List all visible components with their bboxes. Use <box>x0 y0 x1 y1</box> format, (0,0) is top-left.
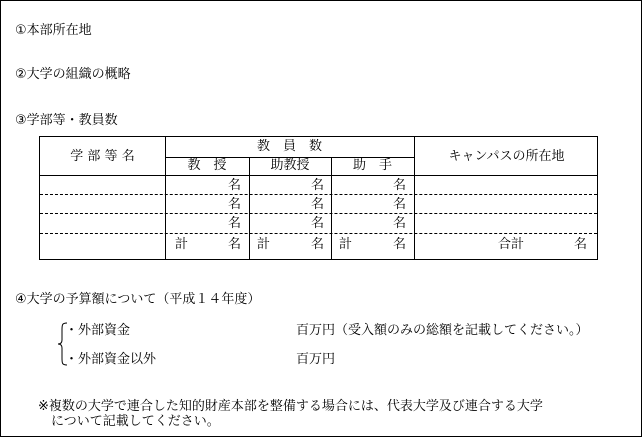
section-university-organization: ②大学の組織の概略 <box>15 67 131 82</box>
header-assoc-professor: 助教授 <box>270 158 310 173</box>
footnote-line-2: について記載してください。 <box>51 414 220 429</box>
total-unit: 名 <box>393 237 407 252</box>
table-row: 名 <box>393 216 407 231</box>
section-faculty-staff-count: ③学部等・教員数 <box>15 113 118 128</box>
header-campus-location: キャンパスの所在地 <box>448 149 565 164</box>
total-label: 計 <box>257 237 271 252</box>
section-headquarters-location: ①本部所在地 <box>15 23 92 38</box>
table-row: 名 <box>228 197 242 212</box>
table-row-divider <box>40 213 597 214</box>
total-unit: 名 <box>311 237 325 252</box>
header-faculty: 学 部 等 名 <box>70 149 135 164</box>
campus-total-unit: 名 <box>574 237 588 252</box>
section-budget: ④大学の予算額について（平成１４年度） <box>15 292 261 307</box>
table-row: 名 <box>311 178 325 193</box>
table-divider <box>331 158 332 259</box>
total-label: 計 <box>339 237 353 252</box>
table-divider <box>165 137 166 259</box>
table-row-divider <box>40 233 597 234</box>
table-row: 名 <box>228 216 242 231</box>
budget-non-external-label: ・外部資金以外 <box>65 352 157 367</box>
footnote-line-1: ※複数の大学で連合した知的財産本部を整備する場合には、代表大学及び連合する大学 <box>38 399 543 414</box>
table-divider <box>40 175 597 176</box>
table-row: 名 <box>228 178 242 193</box>
footnote <box>38 399 543 429</box>
budget-external-unit: 百万円（受入額のみの総額を記載してください。） <box>296 323 589 338</box>
header-staff-count: 教 員 数 <box>256 139 322 154</box>
table-divider <box>249 158 250 259</box>
faculty-staff-table <box>39 136 598 260</box>
budget-external-label: ・外部資金 <box>65 323 131 338</box>
total-label: 計 <box>175 237 189 252</box>
table-row: 名 <box>393 178 407 193</box>
table-row: 名 <box>311 197 325 212</box>
table-row: 名 <box>393 197 407 212</box>
total-unit: 名 <box>228 237 242 252</box>
header-professor: 教 授 <box>187 158 227 173</box>
table-row: 名 <box>311 216 325 231</box>
campus-total-label: 合計 <box>498 237 525 252</box>
header-assistant: 助 手 <box>352 158 392 173</box>
budget-non-external-unit: 百万円 <box>296 352 336 367</box>
table-row-divider <box>40 194 597 195</box>
